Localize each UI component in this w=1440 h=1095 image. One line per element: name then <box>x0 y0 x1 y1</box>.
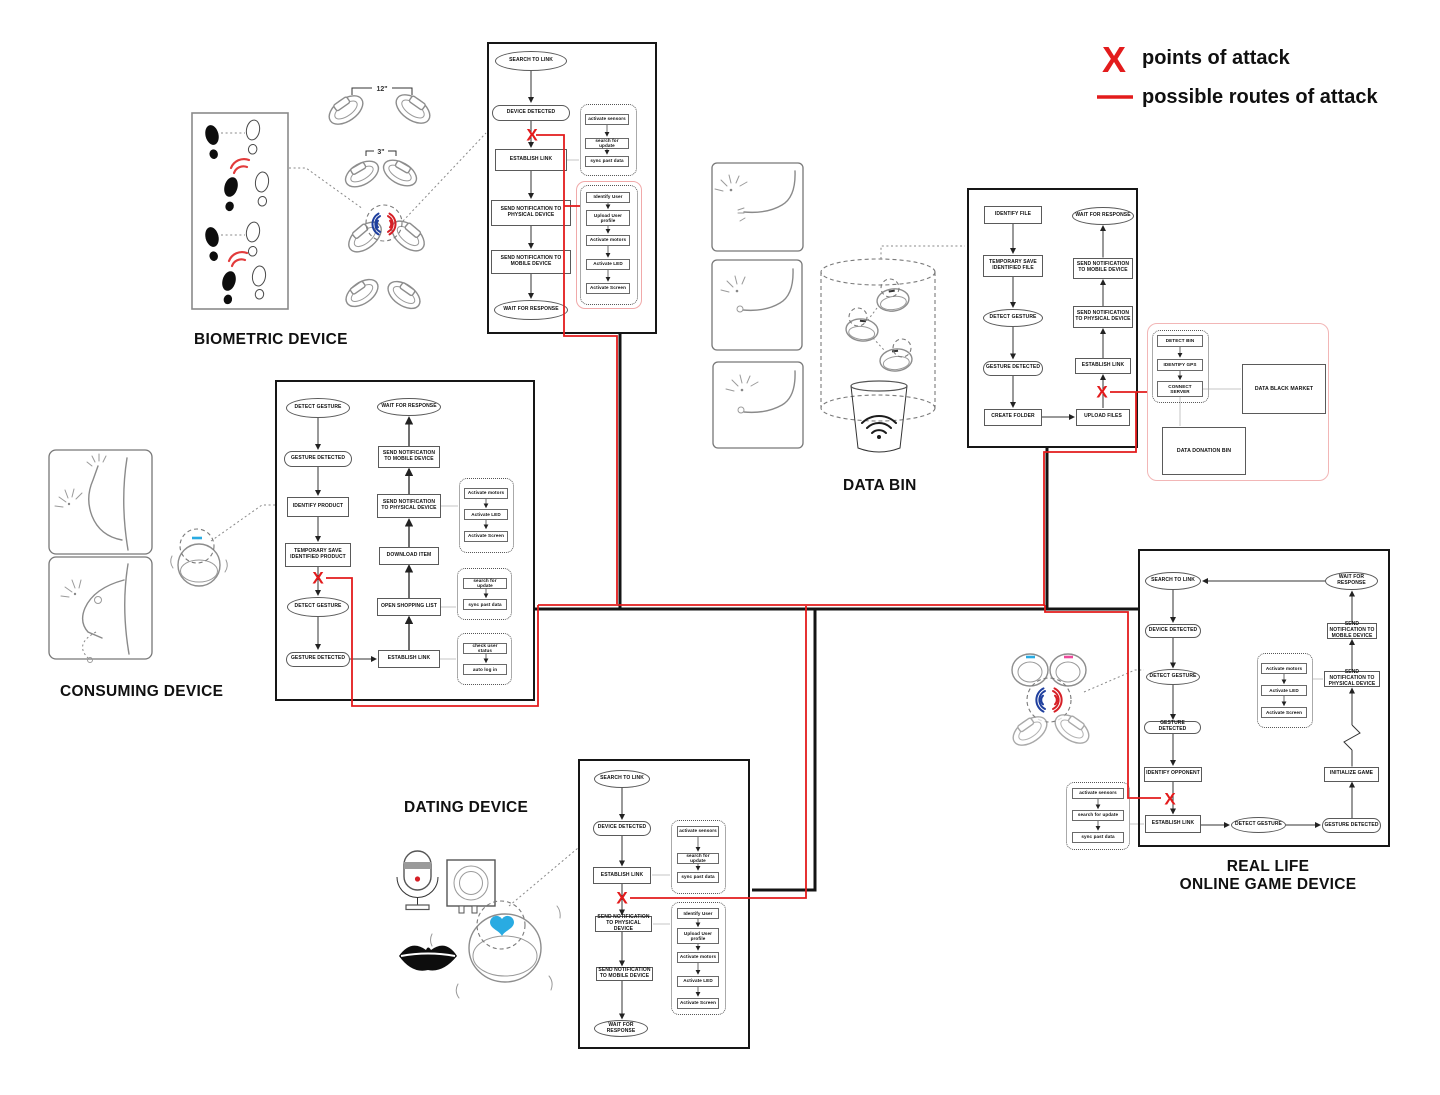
reallife-attack-point-x-icon: X <box>1164 789 1176 809</box>
consuming-notify-physical-node: SEND NOTIFICATION TO PHYSICAL DEVICE <box>377 494 441 518</box>
databin-establish-link-node: ESTABLISH LINK <box>1075 358 1131 374</box>
dating-activate-motors-node: Activate motors <box>677 952 719 963</box>
consuming-sync-data-node: sync past data <box>463 599 507 610</box>
databin-black-market-node: DATA BLACK MARKET <box>1242 364 1326 414</box>
distance-far-label: 12" <box>376 86 388 93</box>
biometric-activate-motors-node: Activate motors <box>586 235 630 246</box>
consuming-wait-response-node: WAIT FOR RESPONSE <box>377 398 441 416</box>
dating-device-detected-node: DEVICE DETECTED <box>593 821 651 836</box>
biometric-activate-led-node: Activate LED <box>586 259 630 270</box>
wifi-icon <box>862 416 896 439</box>
dating-search-update-node: search for update <box>677 853 719 864</box>
databin-identify-gps-node: IDENTIFY GPS <box>1157 359 1203 371</box>
dating-sync-data-node: sync past data <box>677 872 719 883</box>
consuming-activate-screen-node: Activate Screen <box>464 531 508 542</box>
reallife-device-label-line1: REAL LIFE <box>1226 858 1310 875</box>
dating-upload-profile-node: Upload User profile <box>677 928 719 944</box>
reallife-activate-sensors-node: activate sensors <box>1072 788 1124 799</box>
legend-routes-of-attack-label: possible routes of attack <box>1142 86 1378 108</box>
biometric-search-update-node: search for update <box>585 138 629 149</box>
reallife-identify-opponent-node: IDENTIFY OPPONENT <box>1144 767 1202 782</box>
databin-donation-bin-node: DATA DONATION BIN <box>1162 427 1246 475</box>
consuming-device-label: CONSUMING DEVICE <box>60 683 224 700</box>
dating-notify-mobile-node: SEND NOTIFICATION TO MOBILE DEVICE <box>596 967 653 981</box>
reallife-gesture-detected1-node: GESTURE DETECTED <box>1144 721 1201 734</box>
biometric-activate-sensors-node: activate sensors <box>585 114 629 125</box>
footprints-illustration <box>192 113 288 309</box>
dating-illustration <box>397 848 578 998</box>
biometric-sync-data-node: sync past data <box>585 156 629 167</box>
biometric-device-detected-node: DEVICE DETECTED <box>492 105 570 121</box>
dating-notify-physical-node: SEND NOTIFICATION TO PHYSICAL DEVICE <box>595 916 652 932</box>
databin-attack-point-x-icon: X <box>1096 382 1108 402</box>
consuming-update-subflow-box <box>457 568 512 620</box>
databin-connect-server-node: CONNECT SERVER <box>1157 381 1203 397</box>
dating-activate-led-node: Activate LED <box>677 976 719 987</box>
biometric-search-to-link-node: SEARCH TO LINK <box>495 51 567 71</box>
consuming-detect-gesture2-node: DETECT GESTURE <box>287 597 349 617</box>
consuming-check-user-node: check user status <box>463 643 507 654</box>
biometric-activate-screen-node: Activate Screen <box>586 283 630 294</box>
biometric-notify-mobile-node: SEND NOTIFICATION TO MOBILE DEVICE <box>491 250 571 274</box>
consuming-activate-motors-node: Activate motors <box>464 488 508 499</box>
dating-device-label: DATING DEVICE <box>404 799 529 816</box>
legend-points-of-attack-label: points of attack <box>1142 47 1290 69</box>
biometric-rings-illustration <box>289 86 486 314</box>
reallife-sync-data-node: sync past data <box>1072 832 1124 843</box>
consuming-establish-link-node: ESTABLISH LINK <box>378 650 440 668</box>
consuming-identify-product-node: IDENTIFY PRODUCT <box>287 497 349 517</box>
reallife-initialize-game-node: INITIALIZE GAME <box>1324 767 1379 782</box>
reallife-search-to-link-node: SEARCH TO LINK <box>1145 572 1201 590</box>
databin-notify-mobile-node: SEND NOTIFICATION TO MOBILE DEVICE <box>1073 258 1133 279</box>
reallife-gesture-detected2-node: GESTURE DETECTED <box>1322 818 1381 833</box>
databin-gesture-detected-node: GESTURE DETECTED <box>983 361 1043 376</box>
databin-create-folder-node: CREATE FOLDER <box>984 409 1042 426</box>
databin-detect-bin-node: DETECT BIN <box>1157 335 1203 347</box>
microphone-icon <box>404 851 431 890</box>
lips-icon <box>399 946 457 971</box>
legend-x-icon: X <box>1101 39 1127 80</box>
consuming-gesture-detected1-node: GESTURE DETECTED <box>284 451 352 467</box>
reallife-activate-screen-node: Activate Screen <box>1261 707 1307 718</box>
biometric-upload-profile-node: Upload User profile <box>586 210 630 226</box>
consuming-auto-login-node: auto log in <box>463 664 507 675</box>
consuming-open-shopping-node: OPEN SHOPPING LIST <box>377 598 441 616</box>
dating-identify-user-node: Identify User <box>677 908 719 919</box>
reallife-search-update-node: search for update <box>1072 810 1124 821</box>
consuming-temp-save-node: TEMPORARY SAVE IDENTIFIED PRODUCT <box>285 543 351 567</box>
biometric-attack-point-x-icon: X <box>526 125 538 145</box>
consuming-notify-mobile-node: SEND NOTIFICATION TO MOBILE DEVICE <box>378 446 440 468</box>
reallife-detect-gesture1-node: DETECT GESTURE <box>1146 669 1200 685</box>
reallife-activate-led-node: Activate LED <box>1261 685 1307 696</box>
reallife-wait-response-node: WAIT FOR RESPONSE <box>1325 572 1378 590</box>
biometric-notify-physical-node: SEND NOTIFICATION TO PHYSICAL DEVICE <box>491 200 571 226</box>
databin-wait-response-node: WAIT FOR RESPONSE <box>1072 207 1134 225</box>
consuming-download-item-node: DOWNLOAD ITEM <box>379 547 439 565</box>
dating-attack-point-x-icon: X <box>616 888 628 908</box>
reallife-rings-illustration <box>1008 654 1144 751</box>
databin-detect-gesture-node: DETECT GESTURE <box>983 309 1043 327</box>
consuming-search-update-node: search for update <box>463 578 507 589</box>
consuming-illustration <box>49 450 276 663</box>
reallife-device-label-line2: ONLINE GAME DEVICE <box>1179 876 1357 893</box>
databin-device-label: DATA BIN <box>843 477 917 494</box>
consuming-login-subflow-box <box>457 633 512 685</box>
reallife-establish-link-node: ESTABLISH LINK <box>1145 815 1201 833</box>
consuming-detect-gesture1-node: DETECT GESTURE <box>286 398 350 418</box>
dating-activate-screen-node: Activate Screen <box>677 998 719 1009</box>
biometric-device-label: BIOMETRIC DEVICE <box>194 331 348 348</box>
reallife-detect-gesture2-node: DETECT GESTURE <box>1231 817 1286 833</box>
consuming-activate-led-node: Activate LED <box>464 509 508 520</box>
reallife-notify-physical-node: SEND NOTIFICATION TO PHYSICAL DEVICE <box>1324 671 1380 687</box>
distance-near-label: 3" <box>377 149 385 156</box>
databin-notify-physical-node: SEND NOTIFICATION TO PHYSICAL DEVICE <box>1073 306 1133 328</box>
biometric-wait-response-node: WAIT FOR RESPONSE <box>494 300 568 320</box>
databin-upload-files-node: UPLOAD FILES <box>1076 409 1130 426</box>
databin-temp-save-node: TEMPORARY SAVE IDENTIFIED FILE <box>983 255 1043 277</box>
reallife-activate-motors-node: Activate motors <box>1261 663 1307 674</box>
reallife-device-detected-node: DEVICE DETECTED <box>1145 624 1201 638</box>
dating-wait-response-node: WAIT FOR RESPONSE <box>594 1020 648 1037</box>
biometric-identify-user-node: Identify User <box>586 192 630 203</box>
reallife-notify-mobile-node: SEND NOTIFICATION TO MOBILE DEVICE <box>1327 623 1377 639</box>
databin-identify-file-node: IDENTIFY FILE <box>984 206 1042 224</box>
dating-activate-sensors-node: activate sensors <box>677 826 719 837</box>
biometric-establish-link-node: ESTABLISH LINK <box>495 149 567 171</box>
consuming-gesture-detected2-node: GESTURE DETECTED <box>286 652 350 667</box>
dating-search-to-link-node: SEARCH TO LINK <box>594 770 650 788</box>
databin-illustration <box>712 163 965 452</box>
dating-establish-link-node: ESTABLISH LINK <box>593 867 651 884</box>
reallife-device-label <box>1158 858 1378 894</box>
consuming-attack-point-x-icon: X <box>312 568 324 588</box>
